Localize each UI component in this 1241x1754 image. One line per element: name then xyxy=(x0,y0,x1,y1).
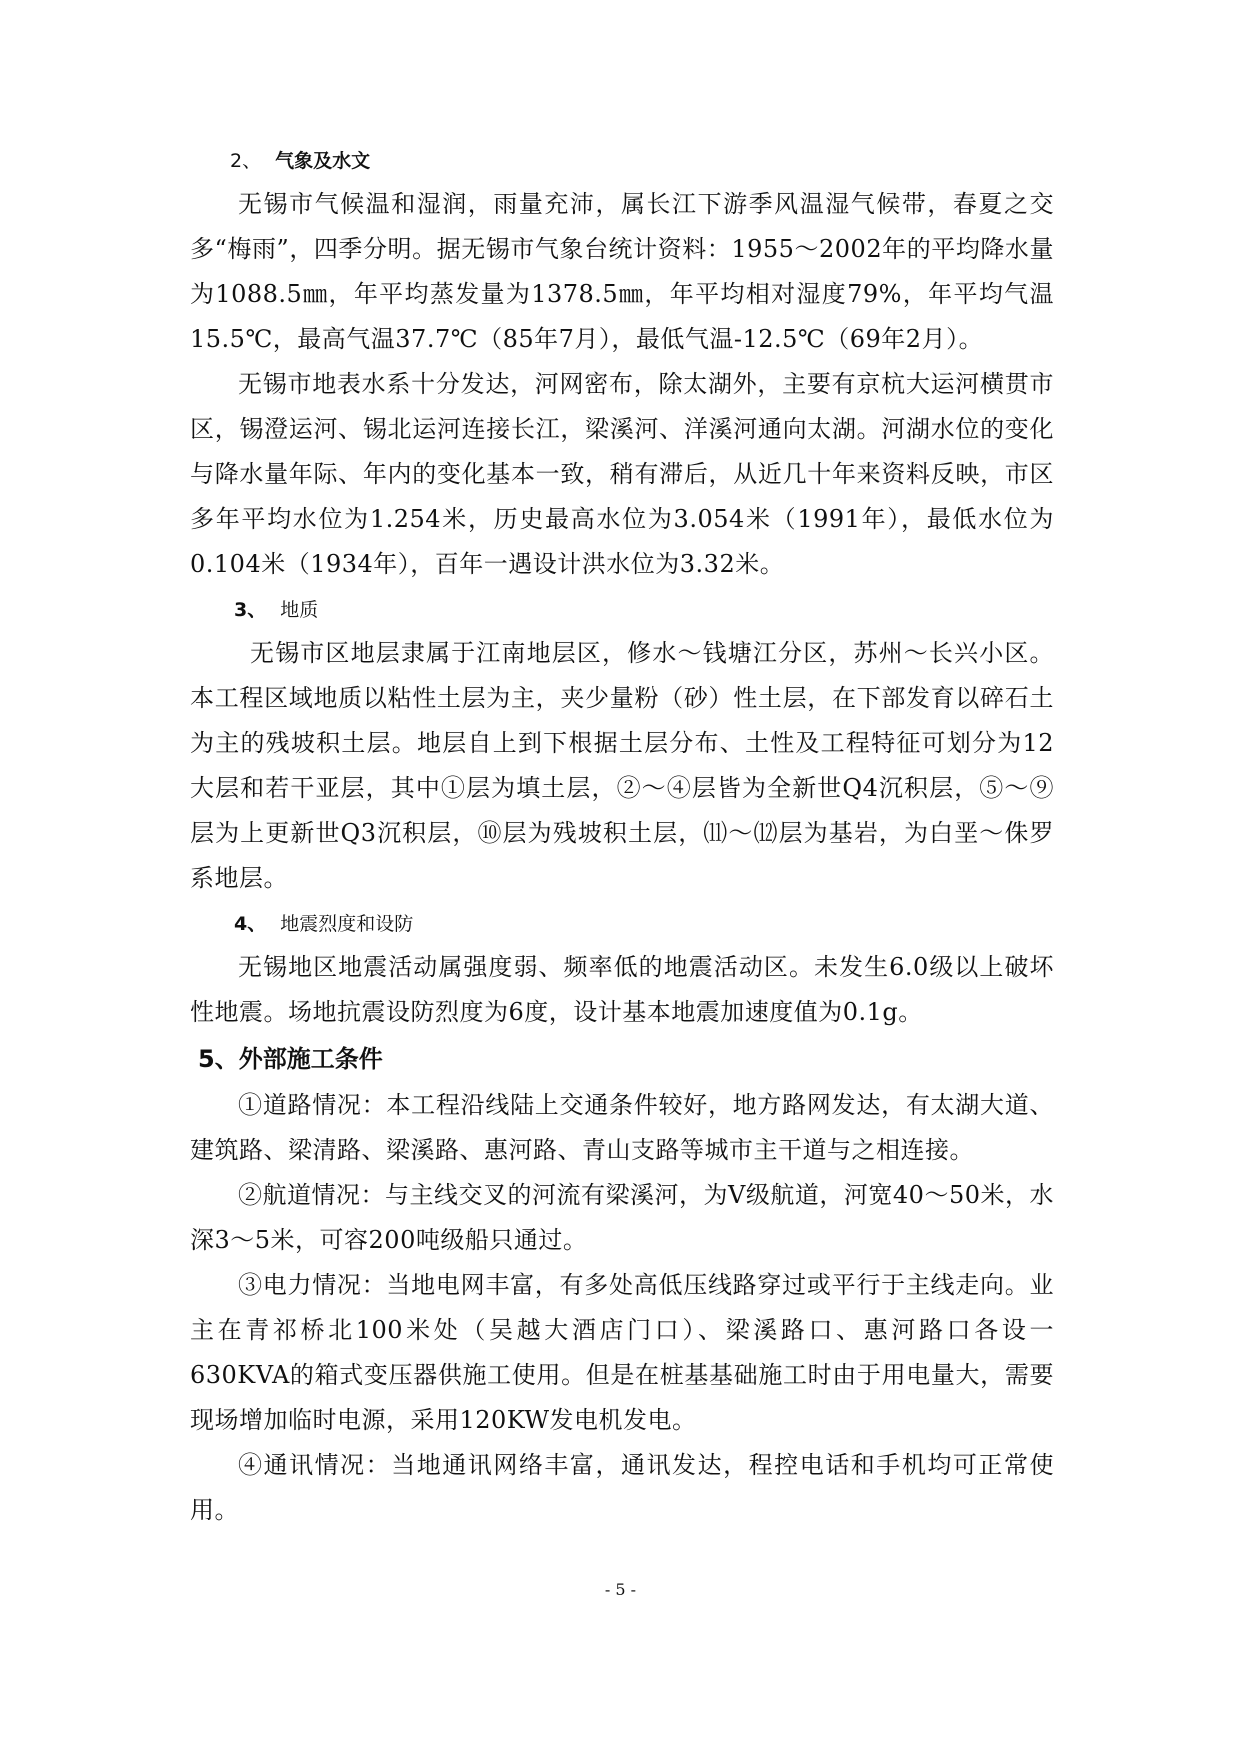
paragraph: 无锡市气候温和湿润，雨量充沛，属长江下游季风温湿气候带，春夏之交多“梅雨”，四季分明。据无锡市气象台统计资料：1955～2002年的平均降水量为1088.5㎜，年平均蒸发量为1378.5㎜，年平均相对湿度79%，年平均气温15.5℃，最高气温37.7℃（85年7月），最低气温-12.5℃（69年2月）。 xyxy=(190,190,1054,353)
section-heading-climate xyxy=(190,140,1054,182)
page-body xyxy=(190,140,1054,1533)
paragraph: 无锡市区地层隶属于江南地层区，修水～钱塘江分区，苏州～长兴小区。本工程区域地质以粘性土层为主，夹少量粉（砂）性土层，在下部发育以碎石土为主的残坡积土层。地层自上到下根据土层分布、土性及工程特征可划分为12大层和若干亚层，其中①层为填土层，②～④层皆为全新世Q4沉积层，⑤～⑨层为上更新世Q3沉积层，⑩层为残坡积土层，⑾～⑿层为基岩，为白垩～侏罗系地层。 xyxy=(190,639,1054,892)
section-number: 4、 xyxy=(234,913,267,935)
section-heading-geology xyxy=(190,589,1054,631)
paragraph: 无锡市地表水系十分发达，河网密布，除太湖外，主要有京杭大运河横贯市区，锡澄运河、锡北运河连接长江，梁溪河、洋溪河通向太湖。河湖水位的变化与降水量年际、年内的变化基本一致，稍有滞后，从近几十年来资料反映，市区多年平均水位为1.254米，历史最高水位为3.054米（1991年），最低水位为0.104米（1934年），百年一遇设计洪水位为3.32米。 xyxy=(190,370,1054,578)
section-title: 5、外部施工条件 xyxy=(198,1045,383,1073)
section-title: 地质 xyxy=(280,599,319,621)
section-title: 地震烈度和设防 xyxy=(280,913,414,935)
section-number: 3、 xyxy=(234,599,267,621)
section-number: 2、 xyxy=(230,150,262,172)
paragraph: ①道路情况：本工程沿线陆上交通条件较好，地方路网发达，有太湖大道、建筑路、梁清路、梁溪路、惠河路、青山支路等城市主干道与之相连接。 xyxy=(190,1091,1054,1164)
paragraph: ③电力情况：当地电网丰富，有多处高低压线路穿过或平行于主线走向。业主在青祁桥北100米处（吴越大酒店门口）、梁溪路口、惠河路口各设一630KVA的箱式变压器供施工使用。但是在桩基基础施工时由于用电量大，需要现场增加临时电源，采用120KW发电机发电。 xyxy=(190,1271,1054,1434)
page-number: - 5 - xyxy=(604,1580,637,1599)
section-heading-construction-conditions xyxy=(190,1035,1054,1083)
paragraph: 无锡地区地震活动属强度弱、频率低的地震活动区。未发生6.0级以上破坏性地震。场地抗震设防烈度为6度，设计基本地震加速度值为0.1g。 xyxy=(190,953,1054,1026)
section-title: 气象及水文 xyxy=(275,150,371,172)
section-heading-seismic xyxy=(190,903,1054,945)
paragraph: ②航道情况：与主线交叉的河流有梁溪河，为Ⅴ级航道，河宽40～50米，水深3～5米，可容200吨级船只通过。 xyxy=(190,1181,1054,1254)
paragraph: ④通讯情况：当地通讯网络丰富，通讯发达，程控电话和手机均可正常使用。 xyxy=(190,1451,1054,1524)
